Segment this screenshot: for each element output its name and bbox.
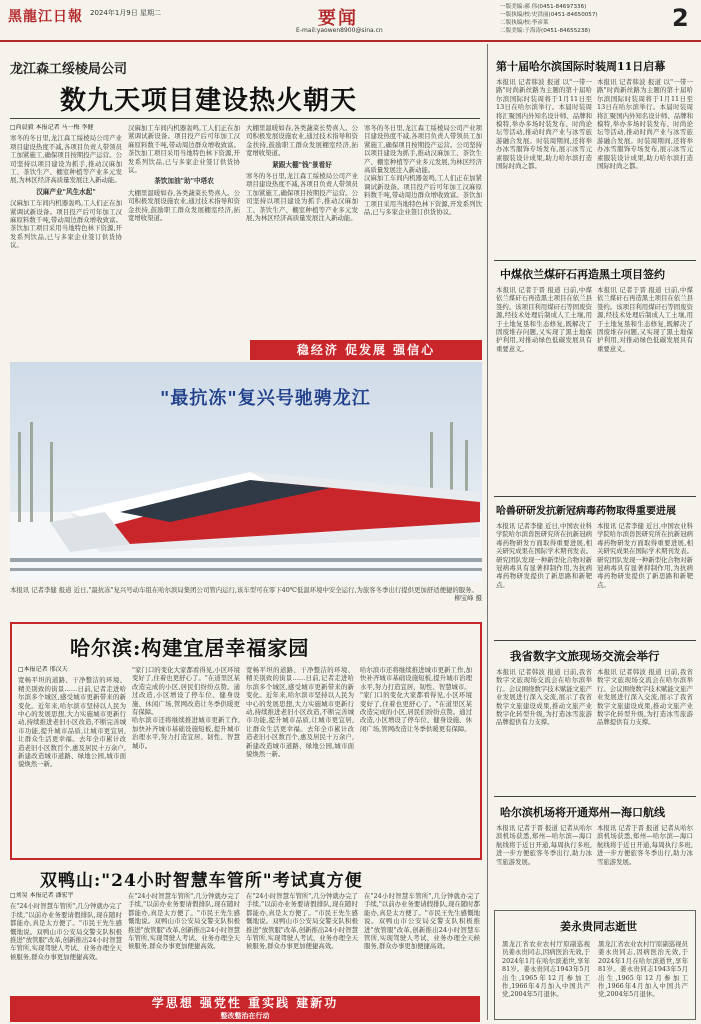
obituary-body-b: 黑龙江省农业农村厅原副巡视员姜永贵同志,因病医治无效,于2024年1月在哈尔滨逝世,享年81岁。姜永贵同志1943年5月出生,1965年12月参加工作,1966年4月加入中国共产党,2004年5月退休。 [598, 940, 688, 999]
coal-body-b: 本报讯 记者于晋 报道 日前,中煤依兰煤矸石再造黑土项目在依兰县签约。该项目利用煤矸石等固废资源,经技术处理后制成人工土壤,用于土地复垦和生态修复,既解决了固废堆存问题,又实现了黑土地保护利用,对推动绿色低碳发展具有重要意义。 [597, 286, 693, 353]
shy-column-4 [364, 892, 480, 992]
fashion-body: 本报讯 记者韩波 报道 以"一带一路"时尚新丝路为主题的第十届哈尔滨国际时装周将于1月11日至13日在哈尔滨举行。本届时装周将汇聚国内外知名设计师、品牌和模特,举办多场时装发布、时尚论坛等活动,推动时尚产业与冰雪旅游融合发展。时装周期间,还将举办冰雪服饰专场发布,展示冰雪元素服装设计成果,助力哈尔滨打造国际时尚之都。 [496, 78, 592, 171]
harbin-body-3: 哈尔滨市还将继续推进城市更新工作,加快补齐城市基础设施短板,提升城市治理水平,努力打造宜居、韧性、智慧城市。 [132, 716, 240, 750]
train-caption [10, 586, 482, 616]
resp-body: 本报讯 记者李健 近日,中国农业科学院哈尔滨兽医研究所在抗新冠病毒药物研发方面取得重要进展,相关研究成果在国际学术期刊发表。研究团队发现一种新型化合物对新冠病毒具有显著抑制作用,为抗病毒药物研发提供了新思路和新靶点。 [496, 522, 592, 589]
lead-column-2 [128, 124, 240, 332]
fashion-col-1 [496, 78, 592, 258]
tourism-col-1 [496, 668, 592, 794]
fashion-headline: 第十届哈尔滨国际时装周11日启幕 [496, 60, 666, 73]
lead-body-3: 大棚里温暖如春,各类蔬菜长势喜人。公司积极发展设施农业,通过技术指导和资金扶持,鼓励职工群众发展棚室经济,拓宽增收渠道。 [128, 188, 240, 223]
shy-column-3 [246, 892, 358, 992]
lead-body-1c: 寒冬的冬日里,龙江森工绥棱局公司产业项目建设热度不减,各项目负责人带领员工加紧施工,确保项目按期投产运营。公司坚持以项目建设为抓手,推动汉麻加工、茶饮生产、棚室种植等产业多元发展,为林区经济高质量发展注入新动能。 [364, 124, 482, 175]
lead-body-2c: 汉麻加工车间内机器轰鸣,工人们正在加紧调试新设备。项目投产后可年加工汉麻原料数千吨,带动周边群众增收致富。茶饮加工项目采用当地特色林下资源,开发系列饮品,已与多家企业签订供货协议。 [364, 174, 482, 217]
divider [494, 260, 696, 261]
resp-headline: 哈兽研研发抗新冠病毒药物取得重要进展 [496, 506, 676, 517]
study-banner [10, 996, 480, 1022]
lead-body: 寒冬的冬日里,龙江森工绥棱局公司产业项目建设热度不减,各项目负责人带领员工加紧施工,确保项目按期投产运营。公司坚持以项目建设为抓手,推动汉麻加工、茶饮生产、棚室种植等产业多元发展,为林区经济高质量发展注入新动能。 [10, 134, 122, 185]
section-title: 要闻 [318, 8, 358, 29]
lead-kicker: 龙江森工绥棱局公司 [10, 62, 128, 77]
photo-credit: 柳宝峰 摄 [454, 594, 482, 603]
slogan-banner: 稳经济 促发展 强信心 [250, 340, 482, 360]
lead-body-2: 汉麻加工车间内机器轰鸣,工人们正在加紧调试新设备。项目投产后可年加工汉麻原料数千吨,带动周边群众增收致富。茶饮加工项目采用当地特色林下资源,开发系列饮品,已与多家企业签订供货协议。 [10, 199, 122, 250]
lead-column-1 [10, 124, 122, 332]
study-banner-line2: 整改整治在行动 [220, 1011, 270, 1020]
lead-headline: 数九天项目建设热火朝天 [60, 86, 358, 116]
lead-column-3 [246, 124, 358, 332]
section-email: E-mail:yaowen8900@sina.cn [296, 27, 383, 34]
shy-body-b: 在"24小时智慧车管所",几分钟就办完了手续,"以前办业务要请假排队,现在随时都能办,真是太方便了。"市民王先生感慨地说。双鸭山市公安局交警支队积极推进"放管服"改革,创新推出24小时智慧车管所,实现驾驶人考试、业务办理全天候服务,群众办事更加便捷高效。 [128, 892, 240, 951]
shuangyashan-headline: 双鸭山:"24小时智慧车管所"考试真方便 [40, 871, 363, 891]
harbin-column-1 [18, 666, 126, 852]
lead-byline: □尚晨毅 本报记者 马一梅 李健 [10, 124, 94, 131]
train-photo [10, 362, 482, 582]
harbin-column-3 [246, 666, 354, 852]
harbin-column-4 [360, 666, 472, 852]
tourism-headline: 我省数字文旅现场交流会举行 [510, 649, 660, 663]
tourism-col-2 [597, 668, 693, 794]
harbin-byline: □本报记者 邢汉夫 [18, 666, 68, 673]
harbin-body-3b: 哈尔滨市还将继续推进城市更新工作,加快补齐城市基础设施短板,提升城市治理水平,努力打造宜居、韧性、智慧城市。 [360, 666, 472, 691]
harbin-body-2: "家门口的变化大家都看得见,小区环境变好了,住着也更舒心了。"在道里区某改造完成的小区,居民们纷纷点赞。通过改造,小区增设了停车位、健身设施、休闲广场,管网改造让冬季供暖更有保障。 [132, 666, 240, 717]
obituary-col-1 [502, 940, 590, 1012]
fashion-col-2 [597, 78, 693, 258]
editor-line: 一版执编/校:史洪丽(0451-84650057) [500, 12, 598, 18]
lead-body-2b: 汉麻加工车间内机器轰鸣,工人们正在加紧调试新设备。项目投产后可年加工汉麻原料数千吨,带动周边群众增收致富。茶饮加工项目采用当地特色林下资源,开发系列饮品,已与多家企业签订供货协议。 [128, 124, 240, 175]
fashion-body-b: 本报讯 记者韩波 报道 以"一带一路"时尚新丝路为主题的第十届哈尔滨国际时装周将于1月11日至13日在哈尔滨举行。本届时装周将汇聚国内外知名设计师、品牌和模特,举办多场时装发布、时尚论坛等活动,推动时尚产业与冰雪旅游融合发展。时装周期间,还将举办冰雪服饰专场发布,展示冰雪元素服装设计成果,助力哈尔滨打造国际时尚之都。 [597, 78, 693, 171]
tourism-body-b: 本报讯 记者韩波 报道 日前,我省数字文旅现场交流会在哈尔滨举行。会议围绕数字技术赋能文旅产业发展进行深入交流,展示了我省数字文旅建设成果,推动文旅产业数字化转型升级,为打造冰雪旅游品牌提供有力支撑。 [597, 668, 693, 727]
coal-col-2 [597, 286, 693, 494]
lead-body-3b: 大棚里温暖如春,各类蔬菜长势喜人。公司积极发展设施农业,通过技术指导和资金扶持,鼓励职工群众发展棚室经济,拓宽增收渠道。 [246, 124, 358, 158]
coal-headline: 中煤依兰煤矸石再造黑土项目签约 [500, 268, 665, 281]
divider [494, 496, 696, 497]
lead-subhead-1: 汉麻产业"风生水起" [36, 187, 96, 196]
page-number: 2 [672, 4, 689, 32]
masthead [0, 0, 701, 42]
tourism-body: 本报讯 记者韩波 报道 日前,我省数字文旅现场交流会在哈尔滨举行。会议围绕数字技术赋能文旅产业发展进行深入交流,展示了我省数字文旅建设成果,推动文旅产业数字化转型升级,为打造冰雪旅游品牌提供有力支撑。 [496, 668, 592, 727]
resp-col-2 [597, 522, 693, 638]
coal-col-1 [496, 286, 592, 494]
divider [494, 796, 696, 797]
shy-byline: □刘昊 本报记者 潘宏宇 [10, 892, 74, 899]
obituary-col-2 [598, 940, 688, 1012]
shy-column-2 [128, 892, 240, 992]
shy-body: 在"24小时智慧车管所",几分钟就办完了手续,"以前办业务要请假排队,现在随时都能办,真是太方便了。"市民王先生感慨地说。双鸭山市公安局交警支队积极推进"放管服"改革,创新推出24小时智慧车管所,实现驾驶人考试、业务办理全天候服务,群众办事更加便捷高效。 [10, 902, 122, 961]
obituary-headline: 姜永贵同志逝世 [560, 920, 637, 933]
harbin-body-2b: "家门口的变化大家都看得见,小区环境变好了,住着也更舒心了。"在道里区某改造完成的小区,居民们纷纷点赞。通过改造,小区增设了停车位、健身设施、休闲广场,管网改造让冬季供暖更有保障。 [360, 691, 472, 733]
flight-body-b: 本报讯 记者于晋 报道 记者从哈尔滨机场获悉,郑州—哈尔滨—海口航线将于近日开通,每周执行多班,进一步方便旅客冬季出行,助力冰雪旅游发展。 [597, 824, 693, 866]
column-rule [487, 44, 488, 1020]
divider [10, 118, 480, 119]
flight-col-2 [597, 824, 693, 900]
editor-credits [500, 3, 598, 35]
newspaper-logo: 黑龍江日報 [8, 9, 83, 25]
resp-body-b: 本报讯 记者李健 近日,中国农业科学院哈尔滨兽医研究所在抗新冠病毒药物研发方面取得重要进展,相关研究成果在国际学术期刊发表。研究团队发现一种新型化合物对新冠病毒具有显著抑制作用,为抗病毒药物研发提供了新思路和新靶点。 [597, 522, 693, 589]
lead-subhead-2: 茶饮加油"助"中塔农 [154, 177, 214, 186]
editor-line: 二版执编/校:李彦莱 [500, 20, 549, 26]
study-banner-line1: 学思想 强党性 重实践 建新功 [151, 996, 339, 1010]
resp-col-1 [496, 522, 592, 638]
obituary-body: 黑龙江省农业农村厅原副巡视员姜永贵同志,因病医治无效,于2024年1月在哈尔滨逝世,享年81岁。姜永贵同志1943年5月出生,1965年12月参加工作,1966年4月加入中国共产党,2004年5月退休。 [502, 940, 590, 999]
shy-body-d: 在"24小时智慧车管所",几分钟就办完了手续,"以前办业务要请假排队,现在随时都能办,真是太方便了。"市民王先生感慨地说。双鸭山市公安局交警支队积极推进"放管服"改革,创新推出24小时智慧车管所,实现驾驶人考试、业务办理全天候服务,群众办事更加便捷高效。 [364, 892, 480, 951]
flight-headline: 哈尔滨机场将开通郑州—海口航线 [500, 806, 665, 819]
train-caption-text: 本报讯 记者李健 报道 近日,"最抗冻"复兴号动车组在哈尔滨局集团公司管内运行,该车型可在零下40℃低温环境中安全运行,为旅客冬季出行提供更加舒适便捷的服务。 [10, 586, 478, 594]
divider [494, 640, 696, 641]
shy-body-c: 在"24小时智慧车管所",几分钟就办完了手续,"以前办业务要请假排队,现在随时都能办,真是太方便了。"市民王先生感慨地说。双鸭山市公安局交警支队积极推进"放管服"改革,创新推出24小时智慧车管所,实现驾驶人考试、业务办理全天候服务,群众办事更加便捷高效。 [246, 892, 358, 951]
lead-column-4 [364, 124, 482, 332]
flight-body: 本报讯 记者于晋 报道 记者从哈尔滨机场获悉,郑州—哈尔滨—海口航线将于近日开通,每周执行多班,进一步方便旅客冬季出行,助力冰雪旅游发展。 [496, 824, 592, 866]
coal-body: 本报讯 记者于晋 报道 日前,中煤依兰煤矸石再造黑土项目在依兰县签约。该项目利用煤矸石等固废资源,经技术处理后制成人工土壤,用于土地复垦和生态修复,既解决了固废堆存问题,又实现了黑土地保护利用,对推动绿色低碳发展具有重要意义。 [496, 286, 592, 353]
harbin-headline: 哈尔滨:构建宜居幸福家园 [70, 636, 310, 660]
flight-col-1 [496, 824, 592, 900]
lead-body-1b: 寒冬的冬日里,龙江森工绥棱局公司产业项目建设热度不减,各项目负责人带领员工加紧施工,确保项目按期投产运营。公司坚持以项目建设为抓手,推动汉麻加工、茶饮生产、棚室种植等产业多元发展,为林区经济高质量发展注入新动能。 [246, 172, 358, 223]
editor-line: 一版美编:郝 伟(0451-84697336) [500, 4, 587, 10]
lead-subhead-3: 紧跟大棚"钱"景看好 [272, 160, 332, 169]
editor-line: 二版美编:于海涛(0451-84655238) [500, 28, 591, 34]
harbin-body: 宽畅平坦的道路、干净整洁的环境、精美别致的街景……日前,记者走进哈尔滨多个城区,感受城市更新带来的新变化。近年来,哈尔滨市坚持以人民为中心的发展思想,大力实施城市更新行动,持续推进老旧小区改造,不断完善城市功能,提升城市品质,让城市更宜居,让群众生活更幸福。去年全市累计改造老旧小区数百个,惠及居民十万余户,新建改造城市道路、绿地公园,城市面貌焕然一新。 [18, 676, 126, 769]
issue-date: 2024年1月9日 星期二 [90, 9, 161, 17]
harbin-body-b: 宽畅平坦的道路、干净整洁的环境、精美别致的街景……日前,记者走进哈尔滨多个城区,感受城市更新带来的新变化。近年来,哈尔滨市坚持以人民为中心的发展思想,大力实施城市更新行动,持续推进老旧小区改造,不断完善城市功能,提升城市品质,让城市更宜居,让群众生活更幸福。去年全市累计改造老旧小区数百个,惠及居民十万余户,新建改造城市道路、绿地公园,城市面貌焕然一新。 [246, 666, 354, 759]
shy-column-1 [10, 892, 122, 992]
train-headline: "最抗冻"复兴号驰骋龙江 [160, 388, 371, 409]
harbin-column-2 [132, 666, 240, 852]
